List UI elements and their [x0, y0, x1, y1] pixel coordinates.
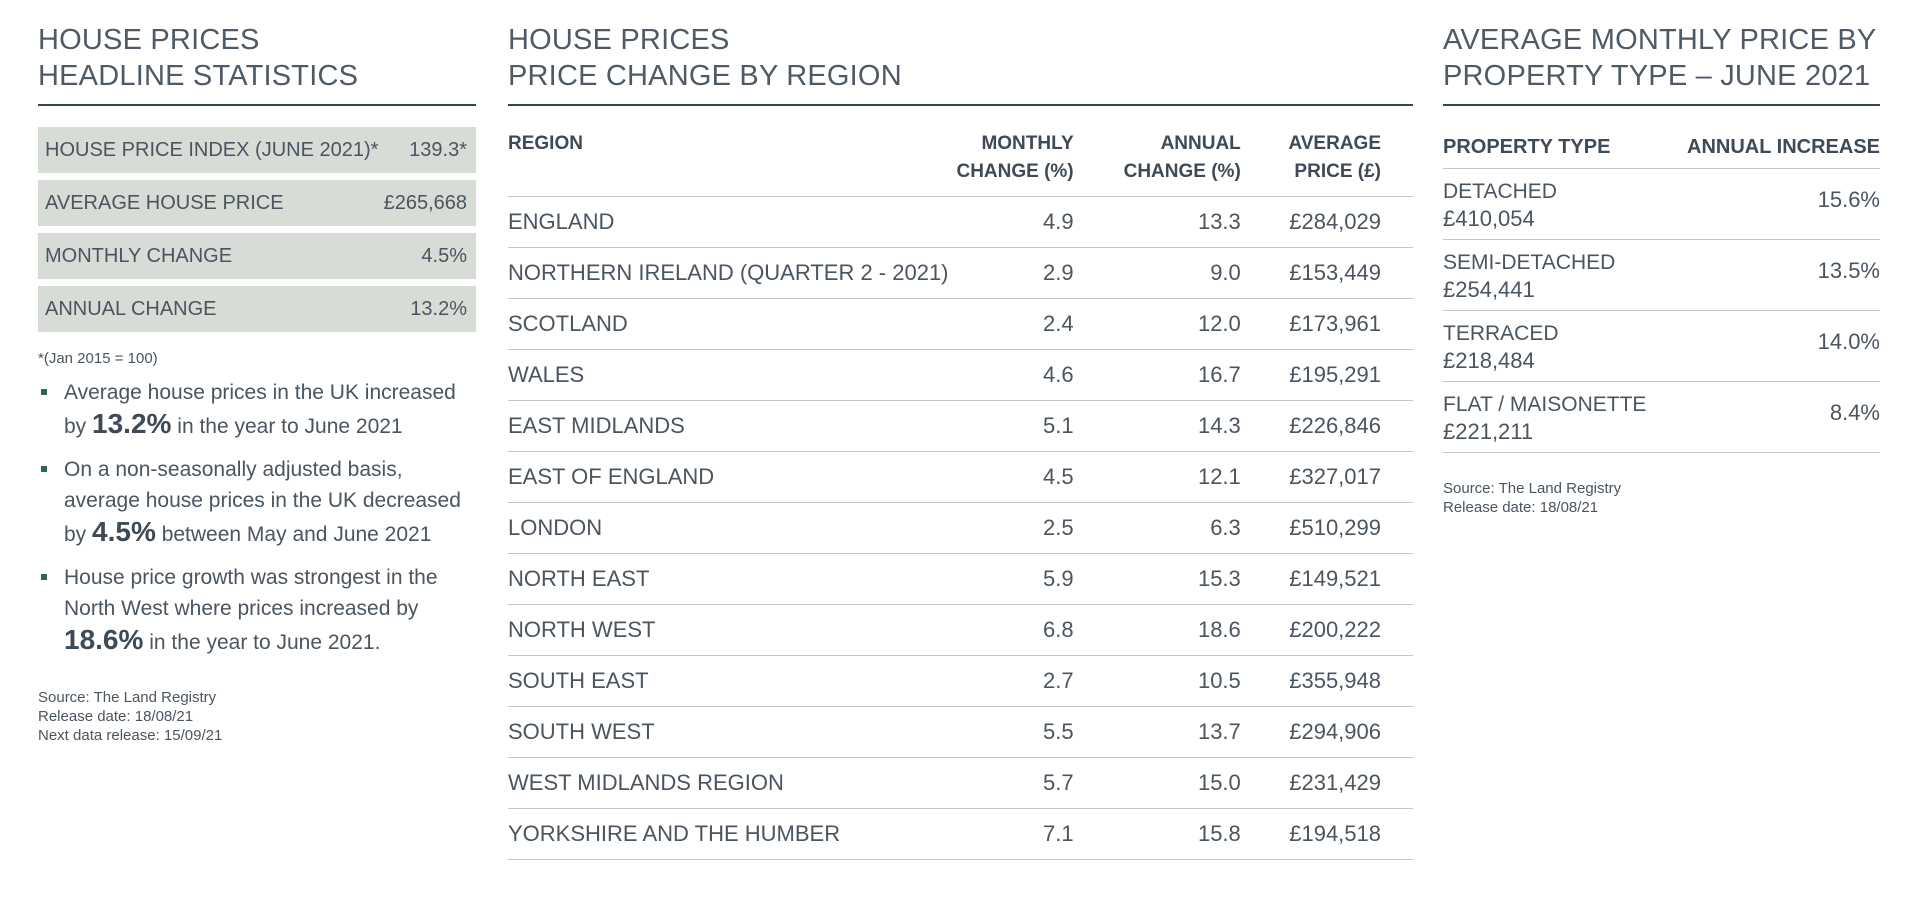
annual-change-value: 18.6 — [1106, 605, 1273, 656]
headline-title: HOUSE PRICES HEADLINE STATISTICS — [38, 22, 476, 106]
bullet-square-icon — [41, 389, 47, 395]
monthly-change-value: 2.4 — [949, 299, 1106, 350]
average-price-value: £284,029 — [1273, 197, 1413, 248]
monthly-change-value: 5.1 — [949, 401, 1106, 452]
annual-increase-value: 15.6% — [1667, 169, 1880, 240]
region-row — [508, 554, 1413, 605]
stat-row-annual-change: ANNUAL CHANGE 13.2% — [38, 286, 476, 332]
average-price-value: £231,429 — [1273, 758, 1413, 809]
annual-change-value: 15.3 — [1106, 554, 1273, 605]
monthly-change-value: 5.9 — [949, 554, 1106, 605]
annual-change-value: 16.7 — [1106, 350, 1273, 401]
region-row — [508, 809, 1413, 860]
property-average-price: £218,484 — [1443, 348, 1535, 373]
annual-change-value: 9.0 — [1106, 248, 1273, 299]
region-row — [508, 758, 1413, 809]
header-property-type: PROPERTY TYPE — [1443, 118, 1667, 169]
header-annual-change: ANNUAL CHANGE (%) — [1106, 114, 1273, 197]
region-name: SCOTLAND — [508, 299, 949, 350]
average-price-value: £510,299 — [1273, 503, 1413, 554]
average-price-value: £149,521 — [1273, 554, 1413, 605]
region-name: SOUTH EAST — [508, 656, 949, 707]
region-row — [508, 503, 1413, 554]
property-row — [1443, 382, 1880, 453]
monthly-change-value: 5.5 — [949, 707, 1106, 758]
monthly-change-value: 4.9 — [949, 197, 1106, 248]
property-type-name: SEMI-DETACHED — [1443, 251, 1616, 274]
average-price-value: £200,222 — [1273, 605, 1413, 656]
region-name: WEST MIDLANDS REGION — [508, 758, 949, 809]
region-name: LONDON — [508, 503, 949, 554]
region-row — [508, 656, 1413, 707]
monthly-change-value: 6.8 — [949, 605, 1106, 656]
header-average-price: AVERAGE PRICE (£) — [1273, 114, 1413, 197]
property-cell — [1443, 169, 1667, 240]
annual-change-value: 15.8 — [1106, 809, 1273, 860]
monthly-change-value: 4.5 — [949, 452, 1106, 503]
annual-change-value: 6.3 — [1106, 503, 1273, 554]
bullet-item: House price growth was strongest in the North West where prices increased by 18.6% in the year to June 2021. — [38, 562, 476, 658]
region-row — [508, 605, 1413, 656]
average-price-value: £173,961 — [1273, 299, 1413, 350]
property-type-name: DETACHED — [1443, 180, 1557, 203]
index-footnote: *(Jan 2015 = 100) — [38, 350, 158, 367]
property-row — [1443, 240, 1880, 311]
annual-increase-value: 14.0% — [1667, 311, 1880, 382]
headline-source: Source: The Land Registry Release date: 18/08/21 Next data release: 15/09/21 — [38, 689, 223, 744]
header-region: REGION — [508, 114, 949, 197]
region-name: NORTH WEST — [508, 605, 949, 656]
average-price-value: £194,518 — [1273, 809, 1413, 860]
monthly-change-value: 2.7 — [949, 656, 1106, 707]
region-name: SOUTH WEST — [508, 707, 949, 758]
property-type-name: FLAT / MAISONETTE — [1443, 393, 1647, 416]
stat-row-monthly-change: MONTHLY CHANGE 4.5% — [38, 233, 476, 279]
property-title: AVERAGE MONTHLY PRICE BY PROPERTY TYPE – JUNE 2021 — [1443, 22, 1880, 106]
region-title: HOUSE PRICES PRICE CHANGE BY REGION — [508, 22, 1413, 106]
region-row — [508, 401, 1413, 452]
property-average-price: £254,441 — [1443, 277, 1535, 302]
stat-row-price-index: HOUSE PRICE INDEX (JUNE 2021)* 139.3* — [38, 127, 476, 173]
monthly-change-value: 5.7 — [949, 758, 1106, 809]
region-table-header — [508, 114, 1413, 197]
monthly-change-value: 2.5 — [949, 503, 1106, 554]
annual-change-value: 12.0 — [1106, 299, 1273, 350]
average-price-value: £195,291 — [1273, 350, 1413, 401]
region-table — [508, 114, 1413, 860]
average-price-value: £327,017 — [1273, 452, 1413, 503]
bullet-item: Average house prices in the UK increased by 13.2% in the year to June 2021 — [38, 377, 476, 442]
region-name: EAST OF ENGLAND — [508, 452, 949, 503]
bullet-item: On a non-seasonally adjusted basis, average house prices in the UK decreased by 4.5% between May and June 2021 — [38, 454, 476, 550]
region-row — [508, 248, 1413, 299]
property-table — [1443, 118, 1880, 453]
header-annual-increase: ANNUAL INCREASE — [1667, 118, 1880, 169]
annual-increase-value: 13.5% — [1667, 240, 1880, 311]
annual-increase-value: 8.4% — [1667, 382, 1880, 453]
property-type-name: TERRACED — [1443, 322, 1559, 345]
monthly-change-value: 2.9 — [949, 248, 1106, 299]
average-price-value: £226,846 — [1273, 401, 1413, 452]
region-row — [508, 707, 1413, 758]
monthly-change-value: 7.1 — [949, 809, 1106, 860]
property-row — [1443, 311, 1880, 382]
average-price-value: £153,449 — [1273, 248, 1413, 299]
region-row — [508, 197, 1413, 248]
region-row — [508, 350, 1413, 401]
stat-row-average-price: AVERAGE HOUSE PRICE £265,668 — [38, 180, 476, 226]
property-cell — [1443, 311, 1667, 382]
annual-change-value: 12.1 — [1106, 452, 1273, 503]
region-name: NORTH EAST — [508, 554, 949, 605]
annual-change-value: 10.5 — [1106, 656, 1273, 707]
average-price-value: £355,948 — [1273, 656, 1413, 707]
annual-change-value: 14.3 — [1106, 401, 1273, 452]
region-name: NORTHERN IRELAND (QUARTER 2 - 2021) — [508, 248, 949, 299]
property-average-price: £221,211 — [1443, 419, 1534, 444]
property-type-panel — [1443, 22, 1880, 517]
region-name: WALES — [508, 350, 949, 401]
property-row — [1443, 169, 1880, 240]
annual-change-value: 13.7 — [1106, 707, 1273, 758]
annual-change-value: 13.3 — [1106, 197, 1273, 248]
region-name: YORKSHIRE AND THE HUMBER — [508, 809, 949, 860]
bullet-square-icon — [41, 574, 47, 580]
monthly-change-value: 4.6 — [949, 350, 1106, 401]
header-monthly-change: MONTHLY CHANGE (%) — [949, 114, 1106, 197]
region-name: ENGLAND — [508, 197, 949, 248]
region-row — [508, 299, 1413, 350]
property-average-price: £410,054 — [1443, 206, 1535, 231]
headline-statistics-panel — [38, 22, 476, 745]
property-cell — [1443, 382, 1667, 453]
region-price-panel — [508, 22, 1413, 860]
annual-change-value: 15.0 — [1106, 758, 1273, 809]
property-source: Source: The Land Registry Release date: 18/08/21 — [1443, 480, 1622, 516]
average-price-value: £294,906 — [1273, 707, 1413, 758]
property-table-header — [1443, 118, 1880, 169]
headline-stats-list — [38, 127, 476, 332]
property-cell — [1443, 240, 1667, 311]
bullet-square-icon — [41, 466, 47, 472]
region-name: EAST MIDLANDS — [508, 401, 949, 452]
region-row — [508, 452, 1413, 503]
headline-bullets — [38, 377, 476, 658]
